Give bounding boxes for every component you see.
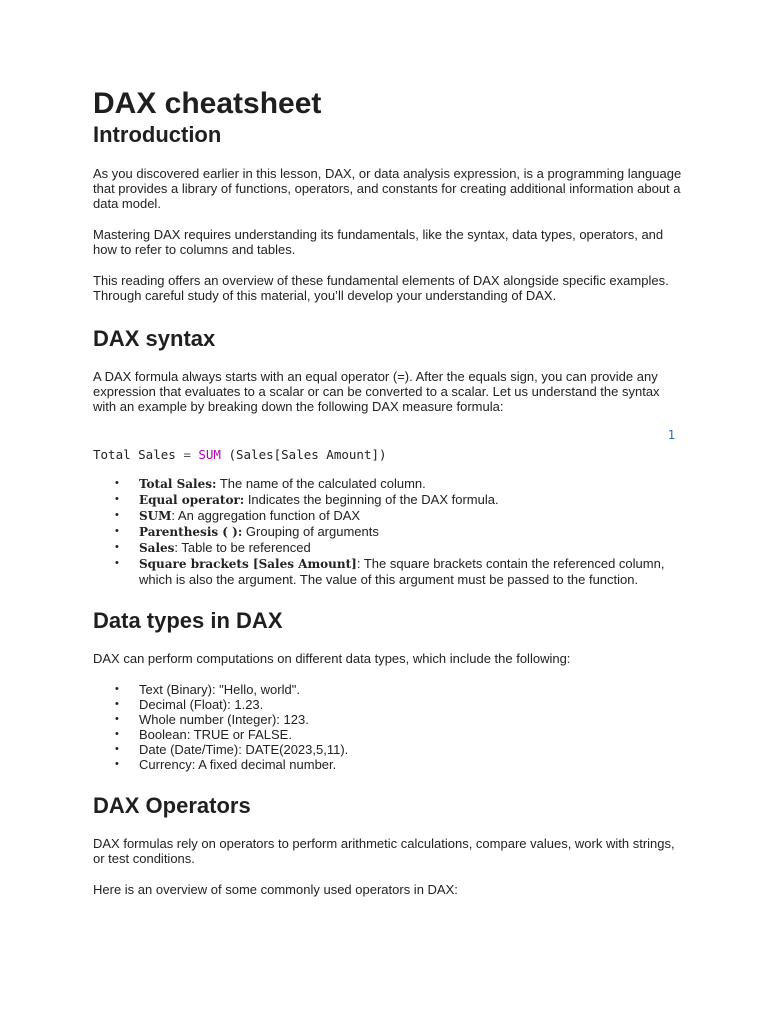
code-function: SUM: [198, 447, 221, 462]
list-item: [115, 524, 683, 540]
bullet-icon: •: [115, 743, 119, 755]
list-item: [115, 697, 683, 712]
bullet-icon: •: [115, 509, 119, 521]
list-item-term: Sales: [139, 541, 175, 555]
intro-paragraph-2: Mastering DAX requires understanding its fundamentals, like the syntax, data types, operators, and how to refer to columns and tables.: [93, 227, 664, 257]
bullet-icon: •: [115, 698, 119, 710]
intro-paragraph-3: This reading offers an overview of these fundamental elements of DAX alongside specific examples. Through careful study of this material, you’ll develop your understanding of DAX.: [93, 273, 669, 303]
page-title: DAX cheatsheet: [93, 87, 322, 120]
code-equal-operator: =: [183, 447, 191, 462]
list-item-text: Indicates the beginning of the DAX formula.: [244, 492, 499, 507]
list-item-text: Date (Date/Time): DATE(2023,5,11).: [139, 742, 349, 757]
list-item-term: Equal operator:: [139, 493, 245, 507]
list-item-text: : The square brackets contain the referenced column, which is also the argument. The value of this argument must be passed to the function.: [139, 556, 665, 587]
list-item-term: SUM: [139, 509, 172, 523]
list-item-term: Total Sales:: [139, 477, 217, 491]
list-item-text: The name of the calculated column.: [216, 476, 426, 491]
list-item-term: Parenthesis ( ):: [139, 525, 243, 539]
list-item: [115, 727, 683, 742]
operators-paragraph-2: Here is an overview of some commonly used operators in DAX:: [93, 882, 458, 897]
list-item-text: Decimal (Float): 1.23.: [139, 697, 264, 712]
code-measure-name: Total Sales: [93, 447, 184, 462]
code-line: [93, 447, 387, 462]
list-item-text: : Table to be referenced: [174, 540, 311, 555]
operators-paragraph-1: DAX formulas rely on operators to perform arithmetic calculations, compare values, work with strings, or test conditions.: [93, 836, 675, 866]
list-item-text: Whole number (Integer): 123.: [139, 712, 309, 727]
list-item: [115, 492, 683, 508]
list-item: [115, 712, 683, 727]
code-line-number: 1: [667, 428, 675, 442]
bullet-icon: •: [115, 493, 119, 505]
introduction-heading: Introduction: [93, 122, 222, 147]
operators-heading: DAX Operators: [93, 793, 251, 818]
intro-paragraph-1: As you discovered earlier in this lesson, DAX, or data analysis expression, is a programming language that provides a library of functions, operators, and constants for creating additional information about a data model.: [93, 166, 682, 211]
list-item-text: Text (Binary): "Hello, world".: [139, 682, 300, 697]
syntax-heading: DAX syntax: [93, 326, 216, 351]
list-item-term: Square brackets [Sales Amount]: [139, 557, 357, 571]
list-item: [115, 508, 683, 524]
list-item: [115, 540, 683, 556]
bullet-icon: •: [115, 713, 119, 725]
list-item-text: Grouping of arguments: [242, 524, 379, 539]
data-types-heading: Data types in DAX: [93, 608, 283, 633]
bullet-icon: •: [115, 541, 119, 553]
list-item: [115, 757, 683, 772]
data-types-paragraph: DAX can perform computations on different data types, which include the following:: [93, 651, 571, 666]
list-item-text: Boolean: TRUE or FALSE.: [139, 727, 292, 742]
bullet-icon: •: [115, 728, 119, 740]
bullet-icon: •: [115, 525, 119, 537]
list-item: [115, 476, 683, 492]
data-types-list: [93, 682, 683, 772]
list-item: [115, 742, 683, 757]
code-arguments: (Sales[Sales Amount]): [220, 447, 387, 462]
bullet-icon: •: [115, 557, 119, 569]
bullet-icon: •: [115, 758, 119, 770]
document-page: [93, 86, 683, 913]
syntax-paragraph: A DAX formula always starts with an equal operator (=). After the equals sign, you can provide any expression that evaluates to a scalar or can be converted to a scalar. Let us understand the syntax with an example by breaking down the following DAX measure formula:: [93, 369, 660, 414]
bullet-icon: •: [115, 683, 119, 695]
list-item-text: Currency: A fixed decimal number.: [139, 757, 337, 772]
syntax-breakdown-list: [93, 476, 683, 587]
list-item: [115, 682, 683, 697]
list-item-text: : An aggregation function of DAX: [171, 508, 361, 523]
code-block: [93, 428, 683, 466]
list-item: [115, 556, 683, 587]
bullet-icon: •: [115, 477, 119, 489]
